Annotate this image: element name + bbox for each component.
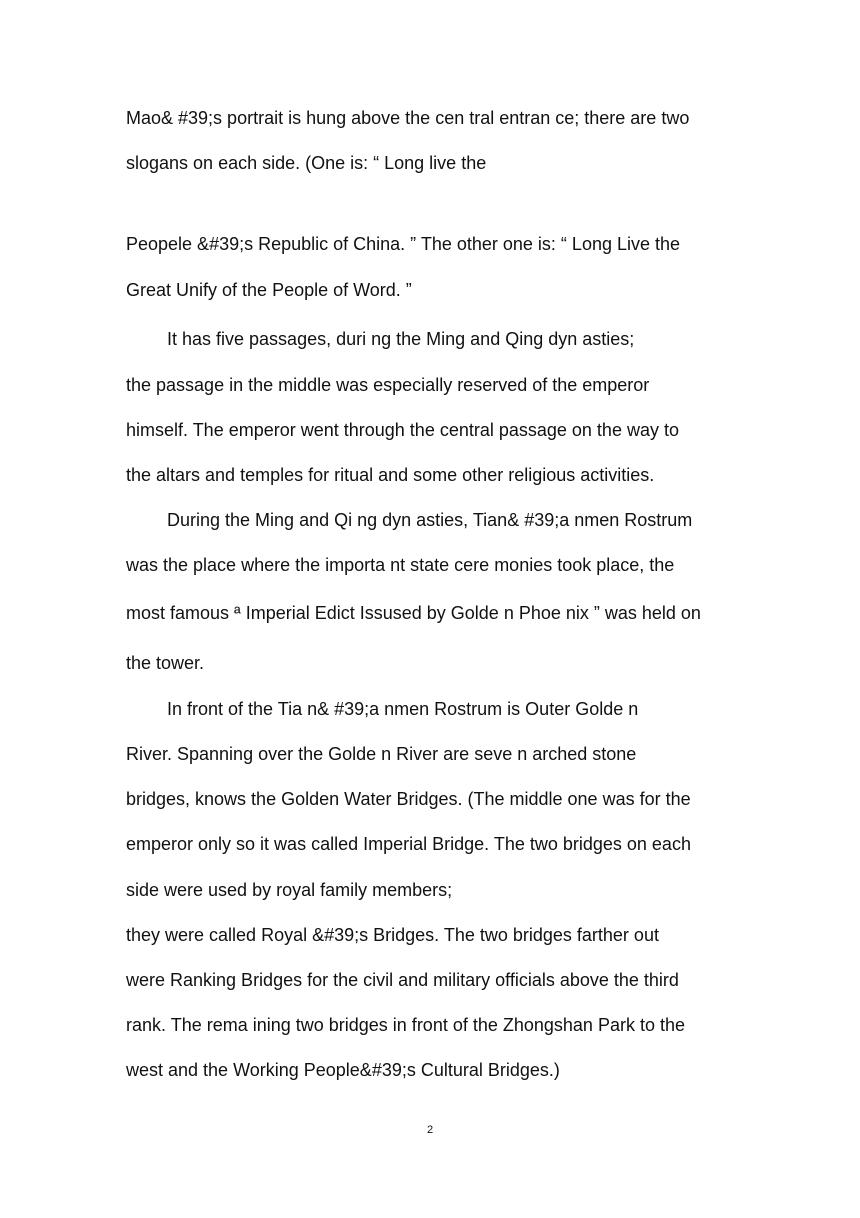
- paragraph-first-line: During the Ming and Qi ng dyn asties, Tian& #39;a nmen Rostrum: [167, 510, 693, 530]
- paragraph-first-line: It has five passages, duri ng the Ming and Qing dyn asties;: [167, 329, 635, 349]
- text-line: most famous ª Imperial Edict Issused by Golde n Phoe nix ” was held on: [126, 603, 701, 623]
- text-line: side were used by royal family members;: [126, 880, 453, 900]
- text-line: emperor only so it was called Imperial Bridge. The two bridges on each: [126, 834, 691, 854]
- text-line: they were called Royal &#39;s Bridges. The two bridges farther out: [126, 925, 659, 945]
- text-line: rank. The rema ining two bridges in front of the Zhongshan Park to the: [126, 1015, 685, 1035]
- text-line: River. Spanning over the Golde n River are seve n arched stone: [126, 744, 637, 764]
- text-line: bridges, knows the Golden Water Bridges. (The middle one was for the: [126, 789, 691, 809]
- text-line: the passage in the middle was especially reserved of the emperor: [126, 375, 650, 395]
- text-line: slogans on each side. (One is: “ Long live the: [126, 153, 487, 173]
- page-number: 2: [426, 1124, 434, 1136]
- text-line: were Ranking Bridges for the civil and military officials above the third: [126, 970, 679, 990]
- text-line: Peopele &#39;s Republic of China. ” The other one is: “ Long Live the: [126, 234, 681, 254]
- text-line: Great Unify of the People of Word. ”: [126, 280, 412, 300]
- text-line: himself. The emperor went through the central passage on the way to: [126, 420, 679, 440]
- text-line: west and the Working People&#39;s Cultural Bridges.): [126, 1060, 560, 1080]
- text-line: Mao& #39;s portrait is hung above the cen tral entran ce; there are two: [126, 108, 690, 128]
- paragraph-first-line: In front of the Tia n& #39;a nmen Rostrum is Outer Golde n: [167, 699, 639, 719]
- text-line: was the place where the importa nt state cere monies took place, the: [126, 555, 675, 575]
- text-line: the tower.: [126, 653, 205, 673]
- text-line: the altars and temples for ritual and some other religious activities.: [126, 465, 655, 485]
